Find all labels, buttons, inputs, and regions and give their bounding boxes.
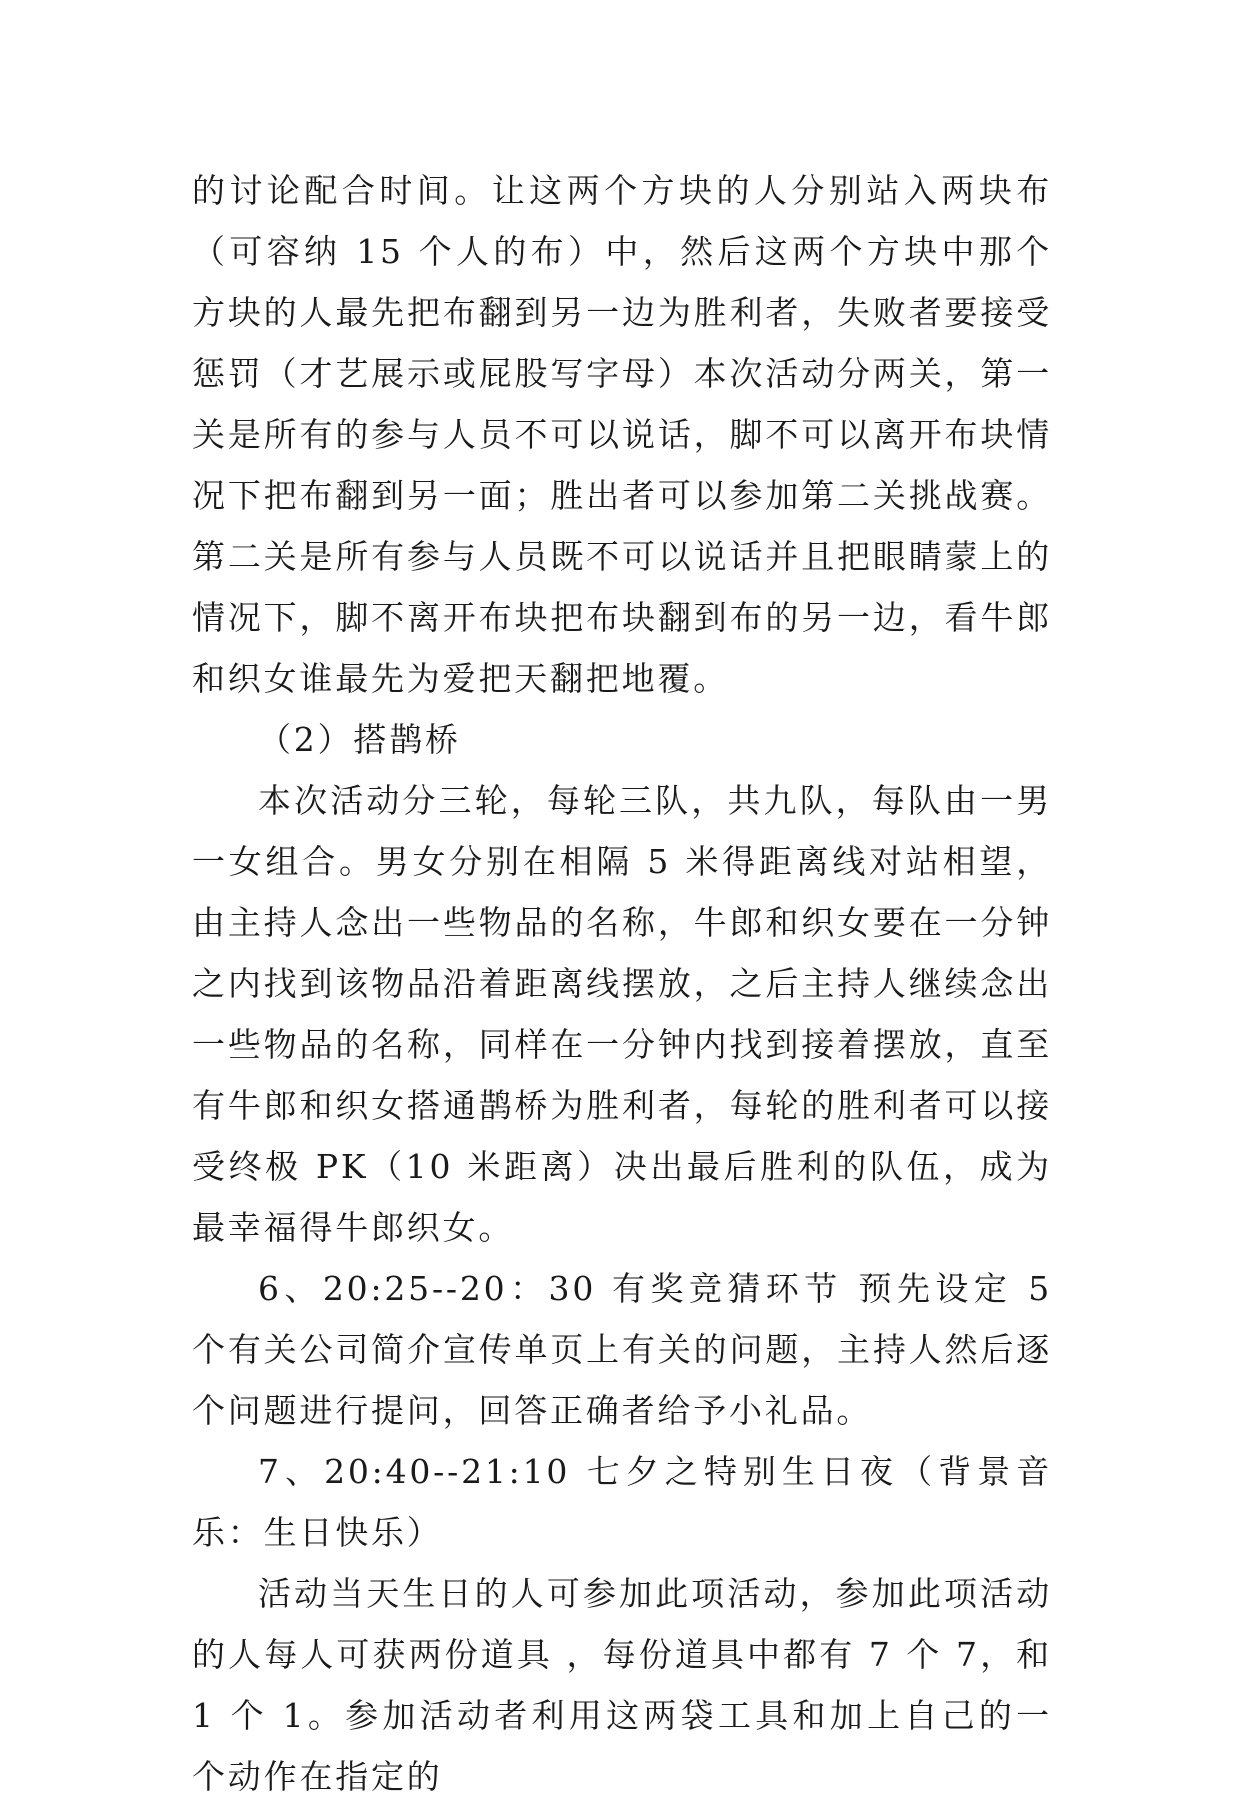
paragraph-birthday-night-rules: 活动当天生日的人可参加此项活动，参加此项活动的人每人可获两份道具 ，每份道具中都有 7 个 7，和 1 个 1。参加活动者利用这两袋工具和加上自己的一个动作在指定的 — [192, 1574, 1052, 1796]
paragraph-cloth-flip-rules: 的讨论配合时间。让这两个方块的人分别站入两块布（可容纳 15 个人的布）中，然后这两个方块中那个方块的人最先把布翻到另一边为胜利者，失败者要接受惩罚（才艺展示或屁股写字母）本次活动分两关，第一关是所有的参与人员不可以说话，脚不可以离开布块情况下把布翻到另一面；胜出者可以参加第二关挑战赛。第二关是所有参与人员既不可以说话并且把眼睛蒙上的情况下，脚不离开布块把布块翻到布的另一边，看牛郎和织女谁最先为爱把天翻把地覆。 — [192, 171, 1052, 698]
paragraph-quiz-segment: 6、20:25--20：30 有奖竞猜环节 预先设定 5 个有关公司简介宣传单页上有关的问题，主持人然后逐个问题进行提问，回答正确者给予小礼品。 — [192, 1269, 1052, 1430]
document-body — [192, 160, 1052, 1807]
paragraph-birthday-night-heading: 7、20:40--21:10 七夕之特别生日夜（背景音乐：生日快乐） — [192, 1452, 1052, 1552]
section-heading-magpie-bridge: （2）搭鹊桥 — [258, 720, 461, 759]
paragraph-magpie-bridge-rules: 本次活动分三轮，每轮三队，共九队，每队由一男一女组合。男女分别在相隔 5 米得距离线对站相望，由主持人念出一些物品的名称，牛郎和织女要在一分钟之内找到该物品沿着距离线摆放，之后主持人继续念出一些物品的名称，同样在一分钟内找到接着摆放，直至有牛郎和织女搭通鹊桥为胜利者，每轮的胜利者可以接受终极 PK（10 米距离）决出最后胜利的队伍，成为最幸福得牛郎织女。 — [192, 781, 1052, 1247]
